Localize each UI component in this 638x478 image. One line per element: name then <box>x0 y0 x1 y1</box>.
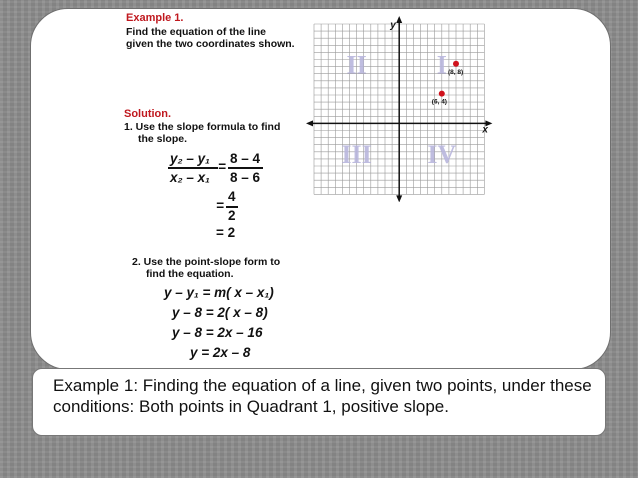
slope-r1-denominator: 8 – 6 <box>230 170 261 185</box>
slope-r1-numerator: 8 – 4 <box>230 151 261 166</box>
slope-r2-numerator: 4 <box>228 189 236 204</box>
step1-line2: the slope. <box>138 133 188 145</box>
caption-box <box>32 368 606 436</box>
point-slope-general: y – y₁ = m( x – x₁) <box>164 285 274 300</box>
x-axis-arrow-left <box>306 120 313 126</box>
quadrant-3-label: III <box>341 140 372 170</box>
point-slope-substituted: y – 8 = 2( x – 8) <box>172 305 268 320</box>
data-point-label: (6, 4) <box>431 98 447 106</box>
example-prompt-line1: Find the equation of the line <box>126 26 266 38</box>
example-title: Example 1. <box>126 12 184 24</box>
quadrant-2-label: II <box>346 50 367 80</box>
quadrant-4-label: IV <box>427 140 457 170</box>
slope-result: = 2 <box>216 225 236 240</box>
slope-r2-denominator: 2 <box>228 208 236 223</box>
solution-title: Solution. <box>124 108 172 120</box>
step2-line2: find the equation. <box>146 268 234 280</box>
slope-lhs-bar <box>168 167 218 169</box>
slope-lhs-numerator: y₂ – y₁ <box>170 151 210 166</box>
caption-text: Example 1: Finding the equation of a line, given two points, under these conditions: Both points in Quadrant 1, positive slope. <box>53 376 592 416</box>
coordinate-graph <box>300 12 500 202</box>
step1-line1: 1. Use the slope formula to find <box>124 121 281 133</box>
slope-lhs-denominator: x₂ – x₁ <box>170 170 210 185</box>
y-axis-arrow-top <box>396 16 402 23</box>
data-point-label: (8, 8) <box>448 68 464 76</box>
y-axis-label: y <box>390 20 396 31</box>
slope-eq1: = <box>218 159 226 174</box>
final-equation: y = 2x – 8 <box>190 345 251 360</box>
example-prompt-line2: given the two coordinates shown. <box>126 38 295 50</box>
x-axis-label: x <box>482 124 488 136</box>
quadrant-1-label: I <box>436 50 447 80</box>
slope-eq2: = <box>216 198 224 213</box>
data-point <box>439 91 445 97</box>
data-point <box>453 61 459 67</box>
y-axis-arrow-bottom <box>396 195 402 202</box>
step2-line1: 2. Use the point-slope form to <box>132 256 281 268</box>
slope-r1-bar <box>228 167 263 169</box>
point-slope-expanded: y – 8 = 2x – 16 <box>172 325 263 340</box>
